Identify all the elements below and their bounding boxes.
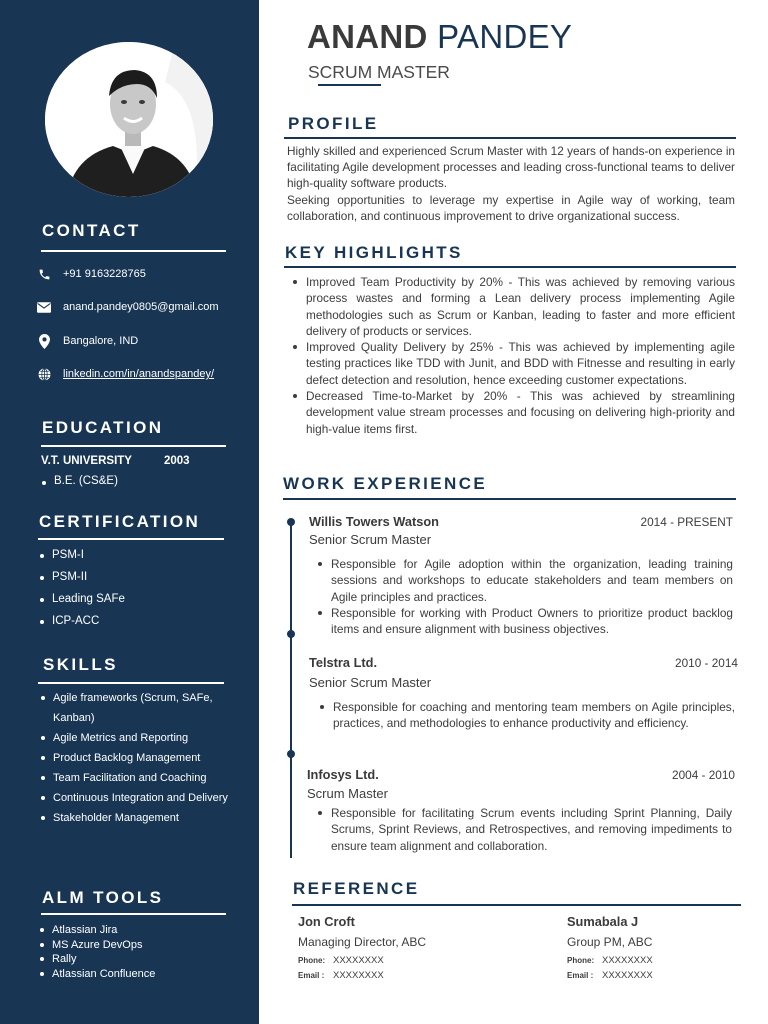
certification-item: Leading SAFe [38,592,125,614]
alm-tool-item: Rally [38,952,155,967]
skills-list [39,688,239,828]
job-title: SCRUM MASTER [308,62,450,82]
experience-heading: WORK EXPERIENCE [283,474,488,493]
email-value: XXXXXXXX [602,970,653,981]
education-divider [41,445,226,447]
phone-value: XXXXXXXX [602,955,653,966]
job-role: Senior Scrum Master [309,675,432,690]
phone-label: Phone: [298,956,326,965]
alm-tool-item: Atlassian Confluence [38,967,155,982]
timeline-dot [287,750,295,758]
skill-item: Agile Metrics and Reporting [39,728,239,748]
contact-email [36,299,219,315]
skill-item: Agile frameworks (Scrum, SAFe, Kanban) [39,688,239,728]
responsibility-item: Responsible for working with Product Owners to prioritize product backlog items and ensure alignment with business objectives. [316,605,733,638]
highlights-heading: KEY HIGHLIGHTS [285,243,463,262]
job-dates: 2010 - 2014 [675,656,738,670]
responsibility-item: Responsible for facilitating Scrum events including Sprint Planning, Daily Scrums, Sprint Reviews, and Retrospectives, and removing impediments to ensure team alignment and collaboration. [316,805,732,854]
candidate-name [307,18,572,56]
skill-item: Continuous Integration and Delivery [39,788,239,808]
email-icon [36,299,52,315]
certification-item: ICP-ACC [38,614,125,636]
company-name: Telstra Ltd. [309,655,378,670]
job-dates: 2014 - PRESENT [640,515,733,529]
highlight-item: Improved Team Productivity by 20% - This was achieved by removing various process wastes and forming a Lean delivery process implementing Agile methodologies such as Scrum or Kanban, leading to faster and more efficient delivery of products or services. [291,274,735,339]
certification-item: PSM-II [38,570,125,592]
reference-divider [292,904,741,906]
reference-phone [298,955,384,966]
reference-phone [567,955,653,966]
contact-location [36,333,138,349]
contact-linkedin [36,366,214,382]
certification-divider [38,538,224,540]
reference-position: Group PM, ABC [567,935,653,949]
portrait-image [45,42,213,197]
reference-name: Jon Croft [298,914,355,929]
email-label: Email : [567,971,594,980]
email-text[interactable]: anand.pandey0805@gmail.com [63,301,219,313]
location-text: Bangalore, IND [63,335,139,347]
highlight-item: Decreased Time-to-Market by 20% - This was achieved by streamlining development value stream processes and focusing on delivering high-priority and high-value items first. [291,388,735,437]
education-list [40,475,118,487]
reference-name: Sumabala J [567,914,639,929]
email-value: XXXXXXXX [333,970,384,981]
title-underline [318,84,381,86]
education-heading: EDUCATION [42,418,164,437]
profile-summary: Highly skilled and experienced Scrum Master with 12 years of hands-on experience in facilitating Agile development processes and leading cross-functional teams to deliver high-quality software products. [287,144,735,191]
job-role: Senior Scrum Master [309,532,432,547]
contact-divider [41,250,226,252]
timeline-dot [287,630,295,638]
skill-item: Team Facilitation and Coaching [39,768,239,788]
skills-heading: SKILLS [43,655,118,674]
phone-icon [36,266,52,282]
reference-position: Managing Director, ABC [298,935,427,949]
university-name: V.T. UNIVERSITY [41,455,132,467]
globe-icon [36,366,52,382]
graduation-year: 2003 [163,455,190,467]
timeline-dot [287,518,295,526]
alm-tool-item: MS Azure DevOps [38,938,155,953]
experience-divider [283,498,736,500]
certification-heading: CERTIFICATION [39,512,201,531]
sidebar [0,0,259,1024]
profile-divider [284,137,736,139]
first-name: ANAND [307,18,428,55]
alm-tools-divider [41,913,226,915]
experience-timeline [290,520,292,858]
job-responsibilities [318,699,735,732]
alm-tools-heading: ALM TOOLS [42,888,164,907]
phone-text: +91 9163228765 [63,268,146,280]
company-name: Infosys Ltd. [307,767,379,782]
last-name: PANDEY [437,18,573,55]
company-name: Willis Towers Watson [309,514,439,529]
contact-phone [36,266,146,282]
job-role: Scrum Master [307,786,388,801]
responsibility-item: Responsible for Agile adoption within the organization, leading training sessions and workshops to educate stakeholders and team members on Agile principles and practices. [316,556,733,605]
profile-objective: Seeking opportunities to leverage my expertise in Agile way of working, team collaboration, and continuous improvement to drive organizational success. [287,193,735,224]
job-dates: 2004 - 2010 [672,768,735,782]
reference-email [567,970,653,981]
email-label: Email : [298,971,325,980]
skill-item: Product Backlog Management [39,748,239,768]
degree-item: B.E. (CS&E) [40,475,118,487]
skills-divider [38,682,224,684]
location-pin-icon [36,333,52,349]
phone-label: Phone: [567,956,595,965]
highlights-list [291,274,735,437]
skill-item: Stakeholder Management [39,808,239,828]
alm-tools-list [38,923,155,981]
profile-heading: PROFILE [288,114,379,133]
certification-item: PSM-I [38,548,125,570]
responsibility-item: Responsible for coaching and mentoring team members on Agile principles, practices, and methodologies to enhance productivity and efficiency. [318,699,735,732]
job-responsibilities [316,805,732,854]
education-entry [41,455,190,467]
reference-email [298,970,384,981]
phone-value: XXXXXXXX [333,955,384,966]
reference-heading: REFERENCE [293,879,420,898]
profile-photo [45,42,213,197]
job-responsibilities [316,556,733,637]
alm-tool-item: Atlassian Jira [38,923,155,938]
highlights-divider [284,266,736,268]
contact-heading: CONTACT [42,221,141,240]
linkedin-link[interactable]: linkedin.com/in/anandspandey/ [63,368,215,380]
certification-list [38,548,125,636]
highlight-item: Improved Quality Delivery by 25% - This was achieved by implementing agile testing practices like TDD with Junit, and BDD with Fitnesse and resulting in early defect detection and resolution, hence exceeding customer expectations. [291,339,735,388]
